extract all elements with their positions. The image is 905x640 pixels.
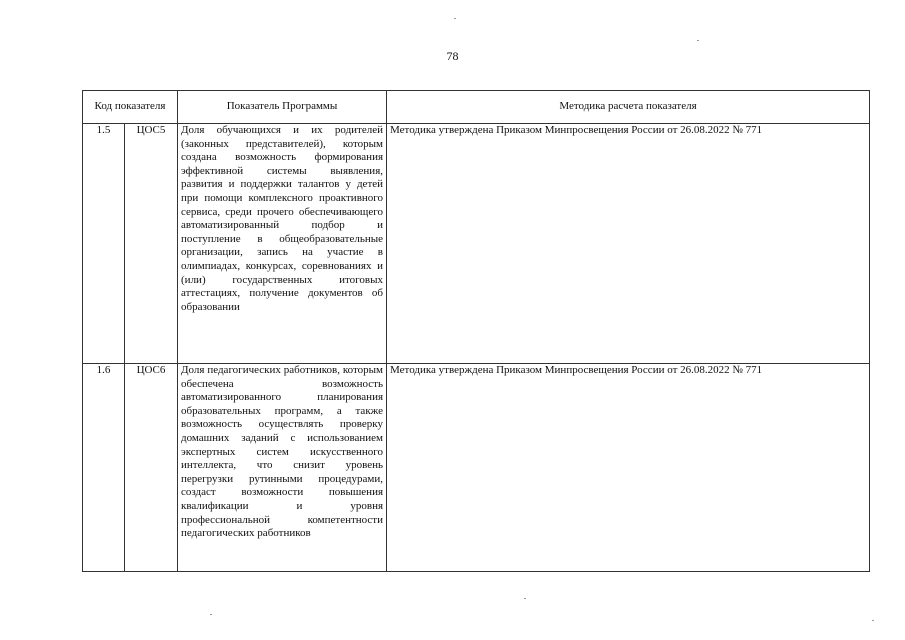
row-code: ЦОС5: [125, 124, 178, 364]
scan-speck: [524, 598, 526, 599]
row-number: 1.6: [83, 364, 125, 572]
table-header-row: [83, 91, 870, 124]
row-indicator: Доля педагогических работников, которым обеспечена возможность автоматизированного планирования образовательных программ, а также возможность осуществлять проверку домашних заданий с использованием экспертных систем искусственного интеллекта, что снизит уровень перегрузки рутинными процедурами, создаст возможности повышения квалификации и уровня профессиональной компетентности педагогических работников: [178, 364, 387, 572]
table-row: [83, 124, 870, 364]
scan-speck: [454, 18, 456, 19]
table-row: [83, 364, 870, 572]
row-method: Методика утверждена Приказом Минпросвещения России от 26.08.2022 № 771: [387, 124, 870, 364]
header-method: Методика расчета показателя: [387, 91, 870, 124]
row-number: 1.5: [83, 124, 125, 364]
header-code: Код показателя: [83, 91, 178, 124]
row-code: ЦОС6: [125, 364, 178, 572]
row-indicator: Доля обучающихся и их родителей (законных представителей), которым создана возможность формирования эффективной системы выявления, развития и поддержки талантов у детей при помощи комплексного проактивного сервиса, среди прочего обеспечивающего автоматизированный подбор и поступление в общеобразовательные организации, запись на участие в олимпиадах, конкурсах, соревнованиях и (или) государственных итоговых аттестациях, получение документов об образовании: [178, 124, 387, 364]
header-indicator: Показатель Программы: [178, 91, 387, 124]
scan-speck: [210, 614, 212, 615]
scan-speck: [872, 620, 874, 621]
scan-speck: [697, 40, 699, 41]
row-method: Методика утверждена Приказом Минпросвещения России от 26.08.2022 № 771: [387, 364, 870, 572]
page-number: 78: [446, 49, 459, 63]
indicators-table: [82, 90, 870, 572]
